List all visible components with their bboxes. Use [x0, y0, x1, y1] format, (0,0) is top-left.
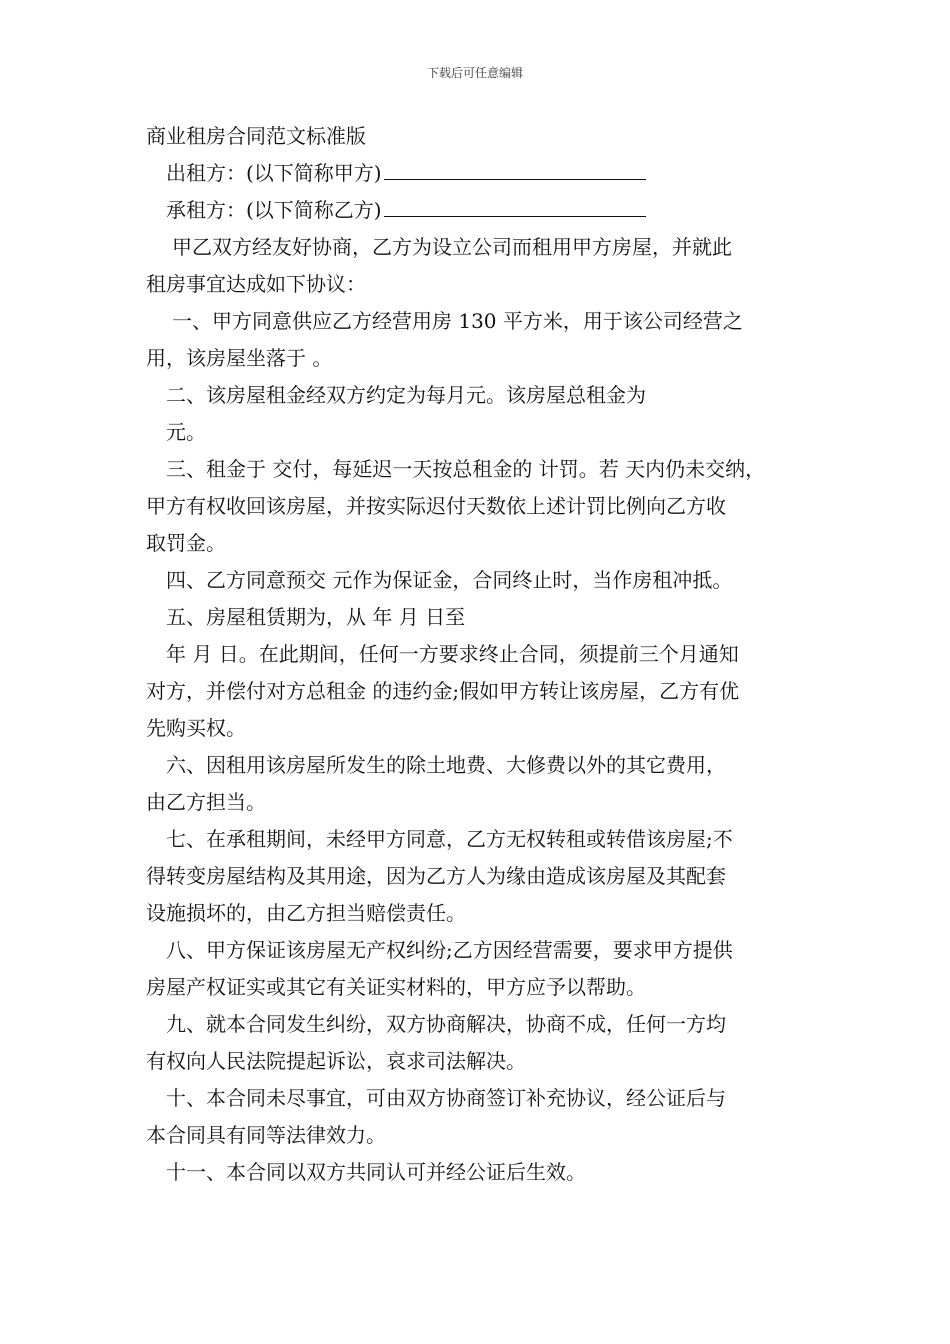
lessor-line — [146, 155, 816, 192]
clause-1-line-2: 用，该房屋坐落于 。 — [146, 346, 333, 370]
clause-6-line-1: 六、因租用该房屋所发生的除土地费、大修费以外的其它费用， — [166, 753, 726, 777]
intro-line-2: 租房事宜达成如下协议： — [146, 272, 366, 296]
clause-3-line-3: 取罚金。 — [146, 531, 226, 555]
lessee-line — [146, 192, 816, 229]
clause-5-line-3: 对方，并偿付对方总租金 的违约金;假如甲方转让该房屋，乙方有优 — [146, 679, 740, 703]
lessor-label: 出租方：(以下简称甲方) — [166, 161, 382, 185]
document-title: 商业租房合同范文标准版 — [146, 124, 366, 148]
clause-5-line-1: 五、房屋租赁期为，从 年 月 日至 — [166, 605, 466, 629]
clause-10-line-1: 十、本合同未尽事宜，可由双方协商签订补充协议，经公证后与 — [166, 1086, 726, 1110]
clause-6-line-2: 由乙方担当。 — [146, 790, 266, 814]
clause-7-line-2: 得转变房屋结构及其用途，因为乙方人为缘由造成该房屋及其配套 — [146, 864, 726, 888]
clause-5-line-2: 年 月 日。在此期间，任何一方要求终止合同，须提前三个月通知 — [166, 642, 739, 666]
clause-8-line-2: 房屋产权证实或其它有关证实材料的，甲方应予以帮助。 — [146, 975, 646, 999]
intro-line-1: 甲乙双方经友好协商，乙方为设立公司而租用甲方房屋，并就此 — [172, 235, 732, 259]
clause-4-line-1: 四、乙方同意预交 元作为保证金，合同终止时，当作房租冲抵。 — [166, 568, 733, 592]
clause-7-line-3: 设施损坏的，由乙方担当赔偿责任。 — [146, 901, 466, 925]
clause-2-line-2: 元。 — [166, 420, 206, 444]
lessee-blank — [384, 192, 646, 217]
page-header: 下载后可任意编辑 — [426, 66, 523, 80]
clause-9-line-2: 有权向人民法院提起诉讼，哀求司法解决。 — [146, 1049, 526, 1073]
clause-3-line-2: 甲方有权收回该房屋，并按实际迟付天数依上述计罚比例向乙方收 — [146, 494, 726, 518]
clause-2-line-1: 二、该房屋租金经双方约定为每月元。该房屋总租金为 — [166, 383, 646, 407]
clause-3-line-1: 三、租金于 交付，每延迟一天按总租金的 计罚。若 天内仍未交纳， — [166, 457, 766, 481]
clause-7-line-1: 七、在承租期间，未经甲方同意，乙方无权转租或转借该房屋;不 — [166, 827, 733, 851]
clause-11-line-1: 十一、本合同以双方共同认可并经公证后生效。 — [166, 1160, 586, 1184]
clause-10-line-2: 本合同具有同等法律效力。 — [146, 1123, 386, 1147]
clause-8-line-1: 八、甲方保证该房屋无产权纠纷;乙方因经营需要，要求甲方提供 — [166, 938, 733, 962]
clause-9-line-1: 九、就本合同发生纠纷，双方协商解决，协商不成，任何一方均 — [166, 1012, 726, 1036]
document-body — [146, 118, 816, 1191]
lessee-label: 承租方：(以下简称乙方) — [166, 198, 382, 222]
clause-5-line-4: 先购买权。 — [146, 716, 246, 740]
clause-1-line-1: 一、甲方同意供应乙方经营用房 130 平方米，用于该公司经营之 — [172, 309, 743, 333]
lessor-blank — [384, 155, 646, 180]
